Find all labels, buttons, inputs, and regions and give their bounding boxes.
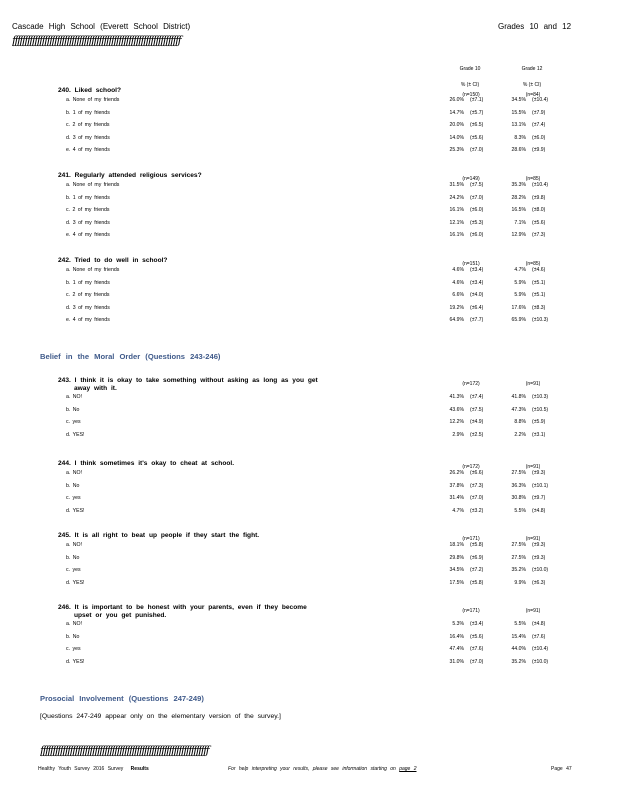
grade10-percent: 4.7% (452, 507, 464, 514)
question-title: 241. Regularly attended religious services? (58, 172, 202, 179)
grade12-header: Grade 12 (521, 66, 543, 72)
answer-option: d. YES! (66, 579, 85, 586)
grade10-n: (n=172) (462, 464, 480, 470)
grade10-percent: 12.2% (449, 419, 464, 425)
grade10-percent: 14.0% (449, 134, 464, 141)
grade10-percent: 26.2% (449, 470, 464, 476)
footer-help (228, 766, 417, 772)
prosocial-note: [Questions 247-249 appear only on the elementary version of the survey.] (40, 713, 281, 720)
answer-option: d. YES! (66, 507, 85, 514)
grade12-n: (n=84) (525, 92, 541, 98)
grade12-n: (n=91) (525, 464, 541, 470)
grade12-n: (n=91) (525, 608, 541, 614)
grade12-percent: 7.1% (514, 219, 526, 226)
grade12-percent: 13.1% (511, 122, 526, 128)
grade10-pct-label: % (± CI) (460, 82, 480, 88)
grade10-ci: (±3.4) (470, 279, 484, 286)
bottom-divider: ƒƒƒƒƒƒƒƒƒƒƒƒƒƒƒƒƒƒƒƒƒƒƒƒƒƒƒƒƒƒƒƒƒƒƒƒƒƒƒƒƒƒƒƒƒƒƒƒƒƒƒƒƒƒƒƒƒƒƒƒƒƒƒƒƒƒƒƒ (40, 744, 209, 757)
grade12-percent: 34.5% (511, 97, 526, 103)
grade12-percent: 65.9% (511, 317, 526, 323)
grade12-percent: 8.3% (514, 134, 526, 141)
grade10-ci: (±3.2) (470, 507, 484, 514)
question-title-continued: away with it. (74, 385, 117, 392)
grade10-ci: (±5.7) (470, 109, 484, 116)
grade10-ci: (±7.1) (470, 97, 484, 103)
grade10-n: (n=172) (462, 381, 480, 387)
answer-option: e. 4 of my friends (66, 147, 110, 153)
footer-results: Results (130, 766, 149, 772)
grade10-ci: (±7.0) (470, 194, 484, 201)
grade10-ci: (±3.4) (470, 621, 484, 627)
footer-page-link[interactable]: page 2 (399, 766, 417, 772)
grade10-ci: (±7.0) (470, 658, 484, 665)
grade10-percent: 41.3% (449, 394, 464, 400)
grade10-percent: 19.2% (449, 304, 464, 311)
grade12-ci: (±9.3) (532, 542, 546, 548)
question-title: 243. I think it is okay to take something without asking as long as you get (58, 377, 318, 384)
grade12-percent: 41.8% (511, 394, 526, 400)
grade12-percent: 15.5% (511, 109, 526, 116)
grade10-percent: 5.3% (452, 621, 464, 627)
grade10-ci: (±2.5) (470, 431, 484, 438)
answer-option: b. No (66, 633, 80, 640)
grade12-ci: (±4.6) (532, 267, 546, 273)
question-title: 240. Liked school? (58, 87, 121, 94)
answer-option: a. NO! (66, 394, 82, 400)
grade10-ci: (±6.0) (470, 207, 484, 213)
grade10-percent: 29.8% (449, 554, 464, 561)
footer-help-text: For help interpreting your results, please see information starting on (228, 766, 396, 772)
footer-survey-name: Healthy Youth Survey 2016 Survey (38, 766, 124, 772)
grade12-n: (n=85) (525, 261, 541, 267)
grade12-ci: (±5.6) (532, 219, 546, 226)
grade10-percent: 18.1% (449, 542, 464, 548)
grade10-percent: 47.4% (449, 646, 464, 652)
grade12-pct-label: % (± CI) (522, 82, 542, 88)
question-title: 245. It is all right to beat up people if they start the fight. (58, 532, 260, 539)
grade10-percent: 20.0% (449, 122, 464, 128)
grade10-n: (n=151) (462, 261, 480, 267)
grade10-ci: (±5.6) (470, 134, 484, 141)
grade12-ci: (±5.1) (532, 292, 546, 298)
grade10-percent: 17.5% (449, 579, 464, 586)
grade10-n: (n=149) (462, 176, 480, 182)
answer-option: b. 1 of my friends (66, 109, 110, 116)
grade12-ci: (±7.6) (532, 633, 546, 640)
grade12-percent: 35.3% (511, 182, 526, 188)
grade10-ci: (±6.0) (470, 232, 484, 238)
grade10-ci: (±7.4) (470, 394, 484, 400)
question-title: 246. It is important to be honest with your parents, even if they become (58, 604, 307, 611)
grade12-percent: 28.6% (511, 147, 526, 153)
answer-option: a. NO! (66, 621, 82, 627)
grade10-ci: (±7.6) (470, 646, 484, 652)
grade10-ci: (±5.8) (470, 579, 484, 586)
top-divider: ƒƒƒƒƒƒƒƒƒƒƒƒƒƒƒƒƒƒƒƒƒƒƒƒƒƒƒƒƒƒƒƒƒƒƒƒƒƒƒƒƒƒƒƒƒƒƒƒƒƒƒƒƒƒƒƒƒƒƒƒƒƒƒƒƒƒƒƒ (12, 34, 181, 47)
answer-option: a. NO! (66, 470, 82, 476)
grade12-percent: 8.8% (514, 419, 526, 425)
grade12-ci: (±9.9) (532, 147, 546, 153)
grade10-ci: (±6.6) (470, 470, 484, 476)
grade12-ci: (±4.8) (532, 621, 546, 627)
school-name: Cascade High School (Everett School District) (12, 22, 191, 31)
grade12-ci: (±10.0) (532, 567, 549, 573)
grade12-percent: 44.0% (511, 646, 526, 652)
answer-option: d. YES! (66, 658, 85, 665)
grade12-ci: (±7.3) (532, 232, 546, 238)
grade10-percent: 24.2% (449, 194, 464, 201)
grade12-ci: (±5.9) (532, 419, 546, 425)
answer-option: b. No (66, 406, 80, 413)
grade10-header: Grade 10 (459, 66, 481, 72)
grade10-percent: 26.0% (449, 97, 464, 103)
answer-option: b. 1 of my friends (66, 194, 110, 201)
grade12-percent: 35.2% (511, 658, 526, 665)
grade10-percent: 16.4% (449, 633, 464, 640)
grade12-ci: (±3.1) (532, 431, 546, 438)
grade12-ci: (±9.3) (532, 470, 546, 476)
answer-option: d. 3 of my friends (66, 134, 110, 141)
grade12-percent: 9.9% (514, 579, 526, 586)
grade12-ci: (±10.3) (532, 394, 549, 400)
grade10-percent: 37.8% (449, 482, 464, 489)
grade12-percent: 5.5% (514, 621, 526, 627)
grade12-percent: 17.6% (511, 304, 526, 311)
grade10-percent: 12.1% (449, 219, 464, 226)
grade12-ci: (±9.3) (532, 554, 546, 561)
section-moral-order: Belief in the Moral Order (Questions 243-246) (40, 352, 221, 361)
grade10-percent: 31.5% (449, 182, 464, 188)
grade10-n: (n=150) (462, 92, 480, 98)
grade12-ci: (±7.4) (532, 122, 546, 128)
answer-option: c. yes (66, 419, 81, 425)
grade10-ci: (±6.5) (470, 122, 484, 128)
answer-option: a. NO! (66, 542, 82, 548)
grade10-ci: (±6.4) (470, 304, 484, 311)
grade12-ci: (±10.0) (532, 658, 549, 665)
grade10-ci: (±7.5) (470, 182, 484, 188)
grade12-percent: 16.5% (511, 207, 526, 213)
grade10-percent: 43.6% (449, 406, 464, 413)
answer-option: a. None of my friends (66, 97, 120, 103)
grade10-ci: (±4.0) (470, 292, 484, 298)
grade12-percent: 27.5% (511, 470, 526, 476)
answer-option: c. 2 of my friends (66, 122, 110, 128)
grade10-n: (n=171) (462, 608, 480, 614)
section-prosocial: Prosocial Involvement (Questions 247-249) (40, 694, 204, 703)
grade10-percent: 14.7% (449, 109, 464, 116)
grade10-percent: 4.6% (452, 267, 464, 273)
question-title: 242. Tried to do well in school? (58, 257, 168, 264)
grade12-ci: (±7.9) (532, 109, 546, 116)
grade12-ci: (±10.4) (532, 182, 549, 188)
grade12-percent: 27.5% (511, 542, 526, 548)
grade10-ci: (±3.4) (470, 267, 484, 273)
grade10-percent: 4.6% (452, 279, 464, 286)
grade10-percent: 16.1% (449, 232, 464, 238)
footer-survey (38, 766, 149, 772)
grade12-ci: (±10.5) (532, 406, 549, 413)
grade12-n: (n=85) (525, 176, 541, 182)
grade12-percent: 35.2% (511, 567, 526, 573)
grade10-ci: (±7.2) (470, 567, 484, 573)
answer-option: c. 2 of my friends (66, 292, 110, 298)
grade12-percent: 47.3% (511, 406, 526, 413)
grade10-ci: (±7.5) (470, 406, 484, 413)
grade12-percent: 5.9% (514, 279, 526, 286)
grade12-percent: 27.5% (511, 554, 526, 561)
grade12-percent: 5.9% (514, 292, 526, 298)
grade10-ci: (±5.6) (470, 633, 484, 640)
grade12-percent: 15.4% (511, 633, 526, 640)
grade12-percent: 36.3% (511, 482, 526, 489)
grade10-ci: (±7.0) (470, 147, 484, 153)
answer-option: d. YES! (66, 431, 85, 438)
grade10-percent: 16.1% (449, 207, 464, 213)
grade12-percent: 5.5% (514, 507, 526, 514)
grade12-n: (n=91) (525, 536, 541, 542)
grade12-ci: (±10.4) (532, 97, 549, 103)
answer-option: d. 3 of my friends (66, 304, 110, 311)
grade10-percent: 31.0% (449, 658, 464, 665)
grade10-percent: 25.3% (449, 147, 464, 153)
grade10-ci: (±7.3) (470, 482, 484, 489)
grade10-ci: (±5.3) (470, 219, 484, 226)
grade10-percent: 64.9% (449, 317, 464, 323)
grade10-ci: (±4.9) (470, 419, 484, 425)
grade10-ci: (±5.8) (470, 542, 484, 548)
grade12-percent: 2.2% (514, 431, 526, 438)
answer-option: d. 3 of my friends (66, 219, 110, 226)
grades-label: Grades 10 and 12 (498, 22, 572, 31)
question-title-continued: upset or you get punished. (74, 612, 167, 619)
grade10-percent: 6.6% (452, 292, 464, 298)
answer-option: a. None of my friends (66, 267, 120, 273)
answer-option: a. None of my friends (66, 182, 120, 188)
grade10-percent: 31.4% (449, 495, 464, 501)
grade12-ci: (±10.4) (532, 646, 549, 652)
grade12-percent: 4.7% (514, 267, 526, 273)
grade12-ci: (±6.0) (532, 134, 546, 141)
grade12-ci: (±8.3) (532, 304, 546, 311)
grade12-ci: (±9.7) (532, 495, 546, 501)
answer-option: e. 4 of my friends (66, 232, 110, 238)
answer-option: b. No (66, 554, 80, 561)
grade12-ci: (±9.8) (532, 194, 546, 201)
answer-option: c. 2 of my friends (66, 207, 110, 213)
answer-option: e. 4 of my friends (66, 317, 110, 323)
grade10-percent: 2.9% (452, 431, 464, 438)
grade12-percent: 30.8% (511, 495, 526, 501)
grade12-ci: (±10.1) (532, 482, 549, 489)
answer-option: c. yes (66, 646, 81, 652)
grade12-percent: 12.9% (511, 232, 526, 238)
grade12-ci: (±10.3) (532, 317, 549, 323)
grade12-percent: 28.2% (511, 194, 526, 201)
grade10-n: (n=171) (462, 536, 480, 542)
grade12-ci: (±5.1) (532, 279, 546, 286)
grade12-ci: (±8.0) (532, 207, 546, 213)
answer-option: c. yes (66, 495, 81, 501)
answer-option: c. yes (66, 567, 81, 573)
answer-option: b. No (66, 482, 80, 489)
grade10-ci: (±7.0) (470, 495, 484, 501)
grade12-ci: (±4.8) (532, 507, 546, 514)
question-title: 244. I think sometimes it's okay to cheat at school. (58, 460, 235, 467)
grade12-ci: (±6.3) (532, 579, 546, 586)
grade10-ci: (±6.9) (470, 554, 484, 561)
grade12-n: (n=91) (525, 381, 541, 387)
answer-option: b. 1 of my friends (66, 279, 110, 286)
grade10-ci: (±7.7) (470, 317, 484, 323)
grade10-percent: 34.5% (449, 567, 464, 573)
footer-page-number: Page 47 (551, 766, 572, 772)
